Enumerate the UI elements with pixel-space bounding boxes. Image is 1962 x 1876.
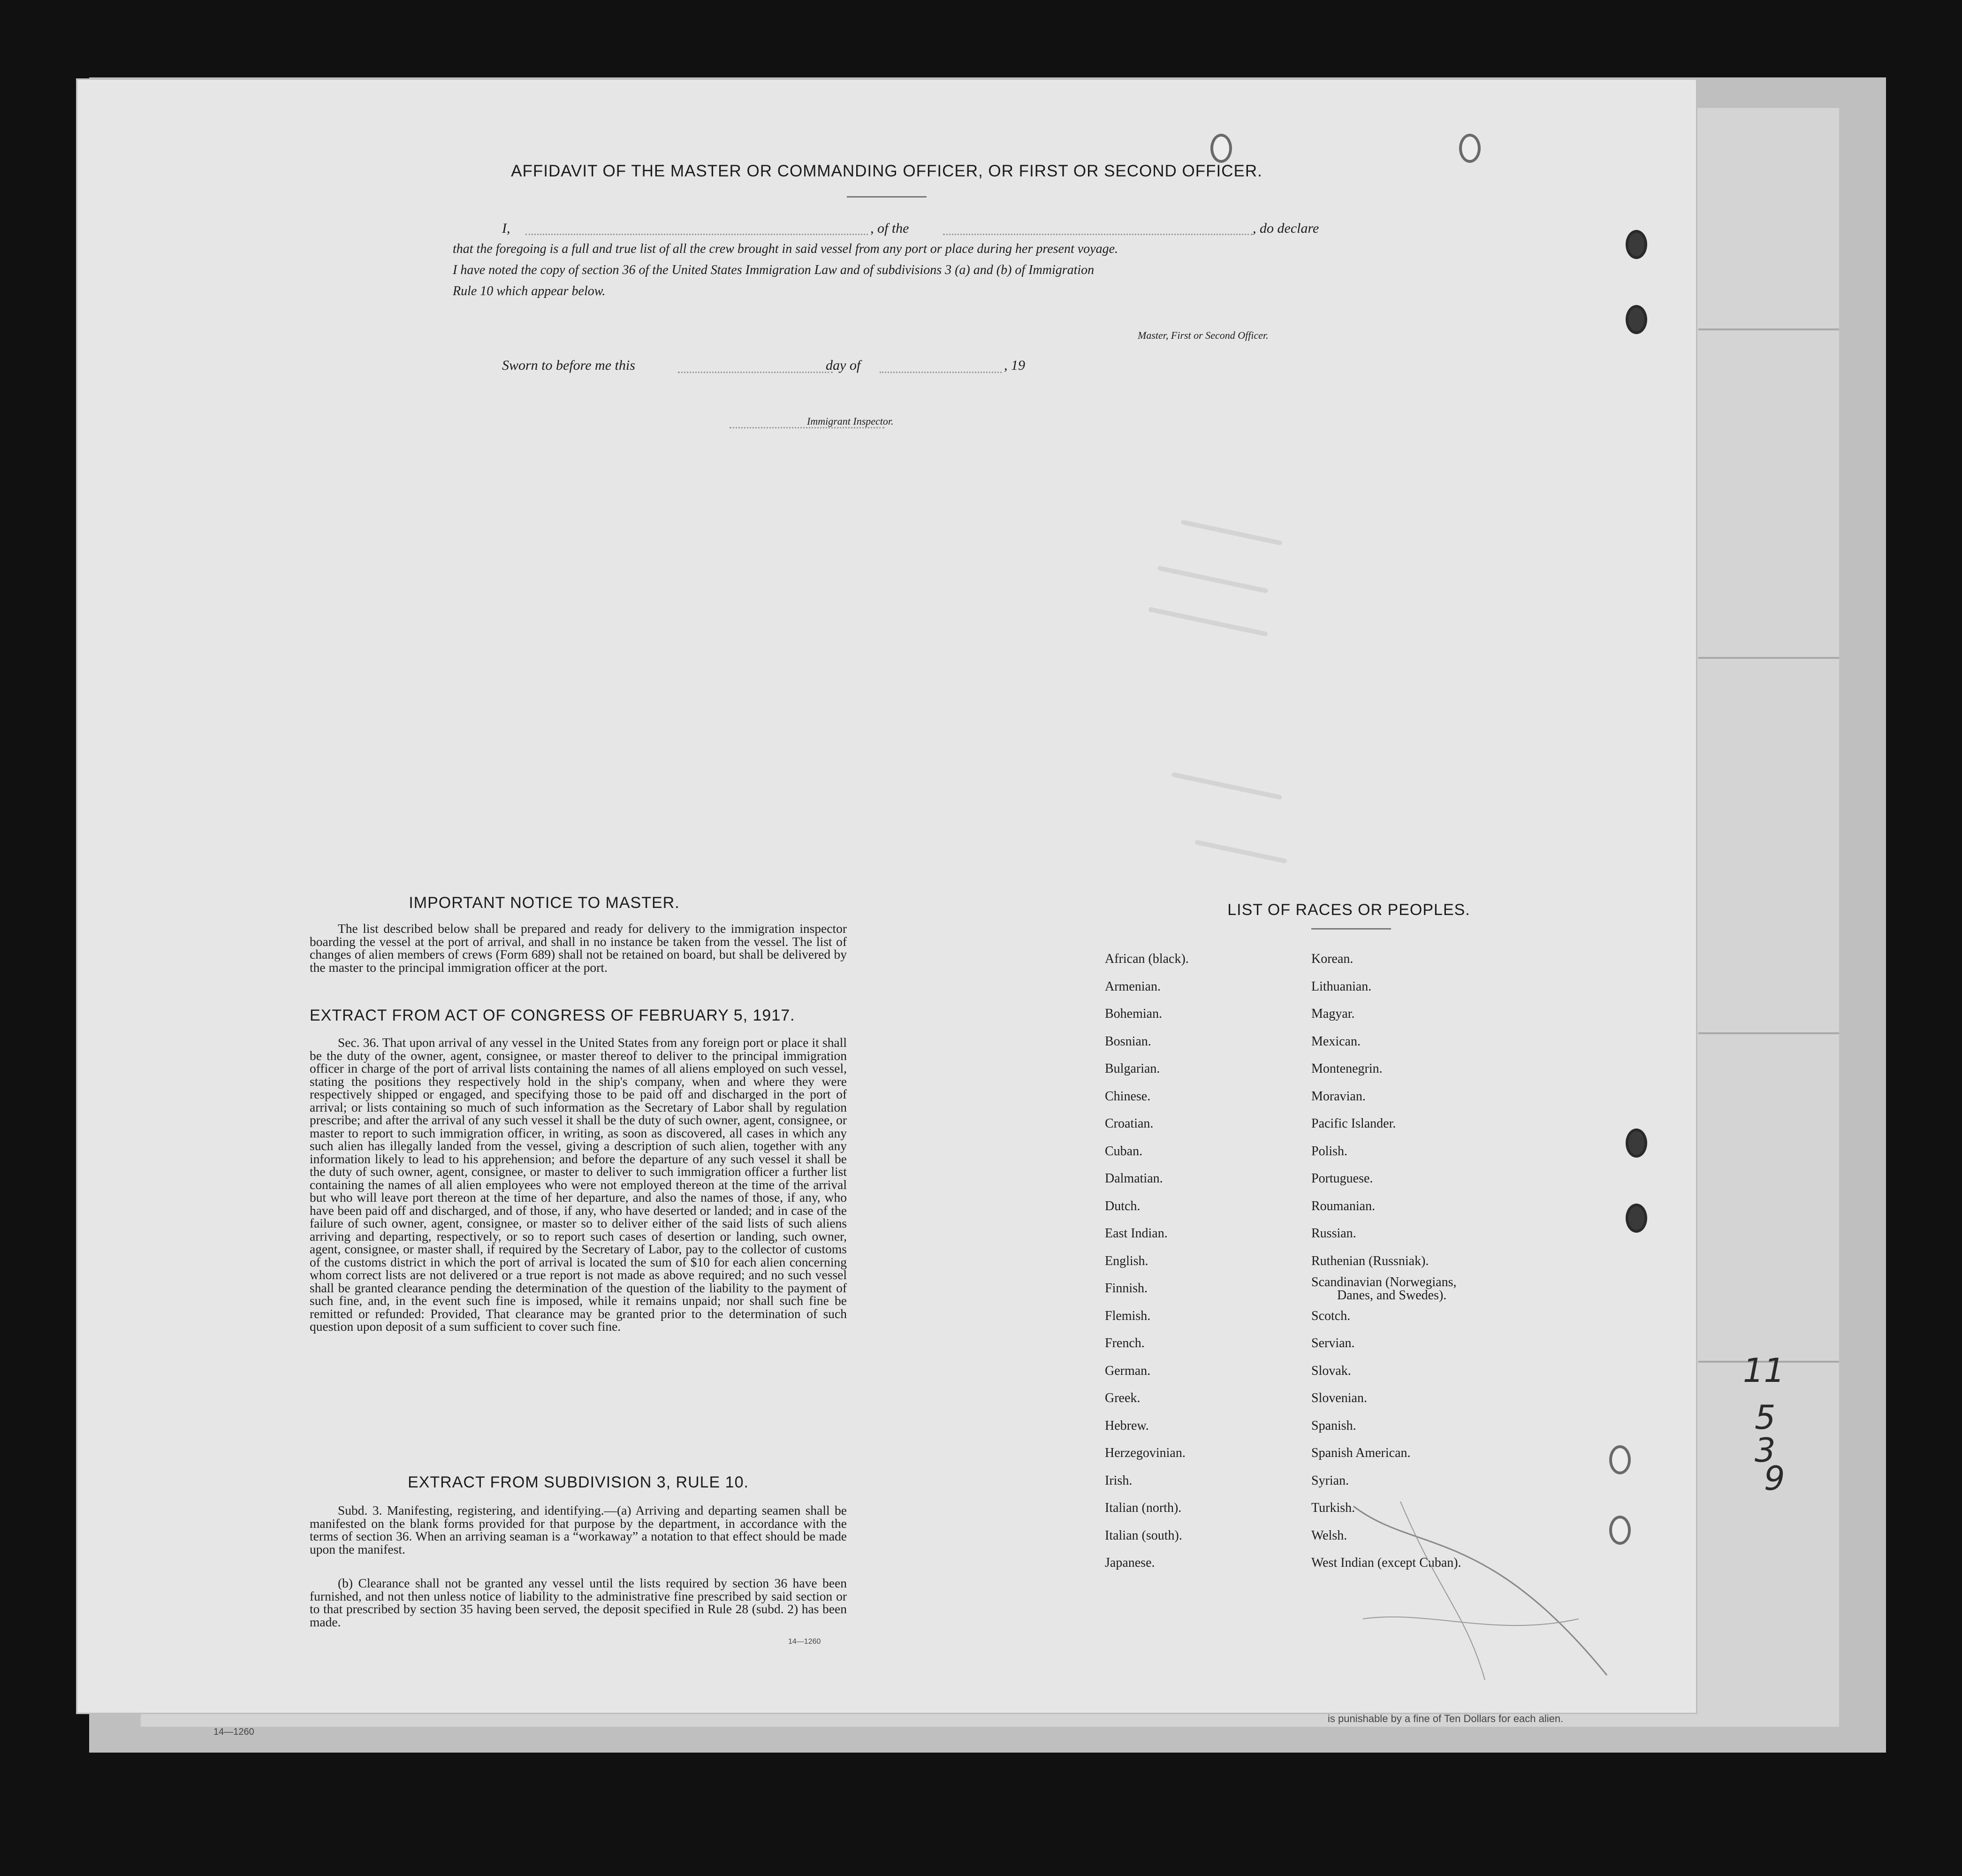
race-entry: Irish. — [1105, 1473, 1133, 1488]
race-entry: Syrian. — [1311, 1473, 1349, 1488]
year-text: , 19 — [1004, 358, 1025, 373]
sworn-day-blank — [678, 372, 833, 373]
bleed-through-mark — [1148, 607, 1268, 637]
form-number: 14—1260 — [788, 1638, 821, 1646]
notice-title: IMPORTANT NOTICE TO MASTER. — [409, 894, 680, 912]
race-entry-scandinavian-cont: Danes, and Swedes). — [1337, 1288, 1447, 1303]
handwritten-number: 11 — [1743, 1351, 1785, 1390]
race-entry: Herzegovinian. — [1105, 1446, 1186, 1460]
notice-body: The list described below shall be prepared and ready for delivery to the immigration inspector boarding the vessel at the port of arrival, and shall in no instance be taken from the vessel. The list of changes of alien members of crews (Form 689) shall not be retained on board, but shall be delivered by the master to the principal immigration officer at the port. — [310, 921, 847, 975]
extract-act-title: EXTRACT FROM ACT OF CONGRESS OF FEBRUARY 5, 1917. — [310, 1007, 795, 1024]
race-entry: Japanese. — [1105, 1556, 1155, 1570]
race-entry: Lithuanian. — [1311, 979, 1372, 994]
race-entry: Roumanian. — [1311, 1198, 1376, 1213]
race-entry: Spanish American. — [1311, 1446, 1411, 1460]
race-entry: Bosnian. — [1105, 1034, 1151, 1049]
sworn-month-blank — [880, 372, 1002, 373]
race-entry: German. — [1105, 1363, 1151, 1378]
ruled-line — [1698, 1032, 1839, 1034]
races-column-1 — [1105, 946, 1189, 1577]
bleed-through-mark — [1194, 839, 1287, 863]
race-entry: Flemish. — [1105, 1308, 1151, 1323]
extract-act-body: Sec. 36. That upon arrival of any vessel in the United States from any foreign port or place it shall be the duty of the owner, agent, consignee, or master thereof to deliver to the principal immigration officer in charge of the port of arrival lists containing the names of all aliens employed on such vessel, stating the positions they respectively hold in the ship's company, when and where they were respectively shipped or engaged, and specifying those to be paid off and discharged in the port of arrival; or lists containing so much of such information as the Secretary of Labor shall by regulation prescribe; and after the arrival of any such vessel it shall be the duty of such owner, agent, consignee, or master to report to such immigration officer, in writing, as soon as discovered, all cases in which any such alien has illegally landed from the vessel, giving a description of such alien, together with any information likely to lead to his apprehension; and before the departure of any such vessel it shall be the duty of such owner, agent, consignee, or master to deliver to such immigration officer a further list containing the names of all alien employees who were not employed thereon at the time of the arrival but who will leave port thereon at the time of her departure, and also the names of those, if any, who have been paid off and discharged, and of those, if any, who have deserted or landed; and in case of the failure of such owner, agent, consignee, or master so to deliver either of the said lists of such aliens arriving and departing, respectively, or so to report such cases of desertion or landing, such owner, agent, consignee, or master shall, if required by the Secretary of Labor, pay to the collector of customs of the customs district in which the port of arrival is located the sum of $10 for each alien concerning whom correct lists are not delivered or a true report is not made as above required; and no such vessel shall be granted clearance pending the determination of the question of the liability to the payment of such fine, and, in the event such fine is imposed, while it remains unpaid; nor shall such fine be remitted or refunded: Provided, That clearance may be granted prior to the determination of such question upon deposit of a sum sufficient to cover such fine. — [310, 1035, 847, 1334]
race-entry: Dutch. — [1105, 1198, 1141, 1213]
document-page — [77, 80, 1696, 1713]
sworn-text: Sworn to before me this — [502, 358, 635, 373]
ruled-line — [1698, 328, 1839, 330]
extract-rule-para-a: Subd. 3. Manifesting, registering, and identifying.—(a) Arriving and departing seamen shall be manifested on the blank forms provided for that purpose by the department, in accordance with the terms of section 36. When an arriving seaman is a “workaway” a notation to that effect should be made upon the manifest. — [310, 1503, 847, 1556]
race-entry — [1311, 1275, 1461, 1303]
ruled-line — [1698, 657, 1839, 659]
race-entry: Pacific Islander. — [1311, 1116, 1396, 1131]
races-title: LIST OF RACES OR PEOPLES. — [1227, 901, 1470, 919]
race-entry: Italian (north). — [1105, 1501, 1182, 1515]
races-column-2 — [1311, 946, 1461, 1577]
race-entry: Bulgarian. — [1105, 1061, 1160, 1076]
race-entry: Ruthenian (Russniak). — [1311, 1253, 1429, 1268]
race-entry: Hebrew. — [1105, 1418, 1149, 1433]
affidavit-line-3: I have noted the copy of section 36 of the United States Immigration Law and of subdivisions 3 (a) and (b) of Immigration — [453, 263, 1095, 277]
race-entry: African (black). — [1105, 952, 1189, 966]
punch-hole — [1210, 134, 1232, 163]
affidavit-line-2: that the foregoing is a full and true list of all the crew brought in said vessel from any port or place during her present voyage. — [453, 242, 1118, 256]
race-entry: English. — [1105, 1253, 1148, 1268]
race-entry: East Indian. — [1105, 1226, 1168, 1241]
affidavit-title: AFFIDAVIT OF THE MASTER OR COMMANDING OFFICER, OR FIRST OR SECOND OFFICER. — [511, 162, 1262, 180]
race-entry: Magyar. — [1311, 1007, 1355, 1021]
day-of-text: day of — [826, 358, 861, 373]
race-entry: Servian. — [1311, 1336, 1355, 1350]
race-entry: Moravian. — [1311, 1089, 1366, 1104]
punch-hole — [1459, 134, 1481, 163]
race-entry: Russian. — [1311, 1226, 1356, 1241]
races-title-rule — [1311, 928, 1391, 930]
affidavit-do-declare: , do declare — [1253, 221, 1319, 236]
punch-hole — [1626, 1129, 1647, 1158]
race-entry: French. — [1105, 1336, 1145, 1350]
race-entry: Korean. — [1311, 952, 1354, 966]
race-entry: Dalmatian. — [1105, 1171, 1163, 1186]
bleed-through-mark — [1180, 519, 1282, 546]
bleed-through-mark — [1157, 565, 1269, 594]
race-entry: Finnish. — [1105, 1281, 1148, 1296]
race-entry: Welsh. — [1311, 1528, 1347, 1543]
race-entry: Italian (south). — [1105, 1528, 1182, 1543]
pencil-scribble — [1344, 1497, 1626, 1685]
affidavit-of-the: , of the — [870, 221, 909, 236]
race-entry: Montenegrin. — [1311, 1061, 1383, 1076]
vessel-blank — [943, 234, 1253, 235]
punch-hole — [1609, 1445, 1631, 1474]
bleed-through-mark — [1171, 772, 1283, 800]
race-entry: Chinese. — [1105, 1089, 1151, 1104]
race-entry: Slovak. — [1311, 1363, 1351, 1378]
race-entry: Croatian. — [1105, 1116, 1154, 1131]
race-entry: Polish. — [1311, 1144, 1348, 1159]
punch-hole — [1626, 230, 1647, 259]
race-entry: Bohemian. — [1105, 1007, 1163, 1021]
inspector-label: Immigrant Inspector. — [807, 415, 894, 427]
race-entry: Cuban. — [1105, 1144, 1143, 1159]
race-entry-scandinavian: Scandinavian (Norwegians, — [1311, 1275, 1457, 1289]
race-entry: Greek. — [1105, 1391, 1141, 1405]
race-entry: West Indian (except Cuban). — [1311, 1556, 1461, 1570]
handwritten-number: 5 — [1755, 1398, 1776, 1437]
extract-rule-title: EXTRACT FROM SUBDIVISION 3, RULE 10. — [408, 1473, 749, 1491]
race-entry: Armenian. — [1105, 979, 1161, 994]
name-blank — [525, 234, 868, 235]
handwritten-number: 9 — [1764, 1459, 1785, 1498]
handwritten-number: 3 — [1755, 1431, 1776, 1470]
affidavit-line-4: Rule 10 which appear below. — [453, 284, 606, 298]
punch-hole — [1626, 1204, 1647, 1233]
punch-hole — [1626, 305, 1647, 334]
underlying-fine-notice: is punishable by a fine of Ten Dollars for each alien. — [1328, 1713, 1564, 1724]
extract-rule-para-b: (b) Clearance shall not be granted any vessel until the lists required by section 36 have been furnished, and not then unless notice of liability to the administrative fine prescribed by said section or to that prescribed by section 35 having been served, the deposit specified in Rule 28 (subd. 2) has been made. — [310, 1576, 847, 1629]
race-entry: Turkish. — [1311, 1501, 1355, 1515]
affidavit-title-rule — [847, 196, 927, 198]
race-entry: Slovenian. — [1311, 1391, 1367, 1405]
race-entry: Scotch. — [1311, 1308, 1351, 1323]
underlying-form-number: 14—1260 — [213, 1727, 254, 1737]
race-entry: Mexican. — [1311, 1034, 1361, 1049]
affidavit-i: I, — [502, 221, 510, 236]
race-entry: Portuguese. — [1311, 1171, 1373, 1186]
master-signature-label: Master, First or Second Officer. — [1138, 329, 1269, 341]
race-entry: Spanish. — [1311, 1418, 1356, 1433]
